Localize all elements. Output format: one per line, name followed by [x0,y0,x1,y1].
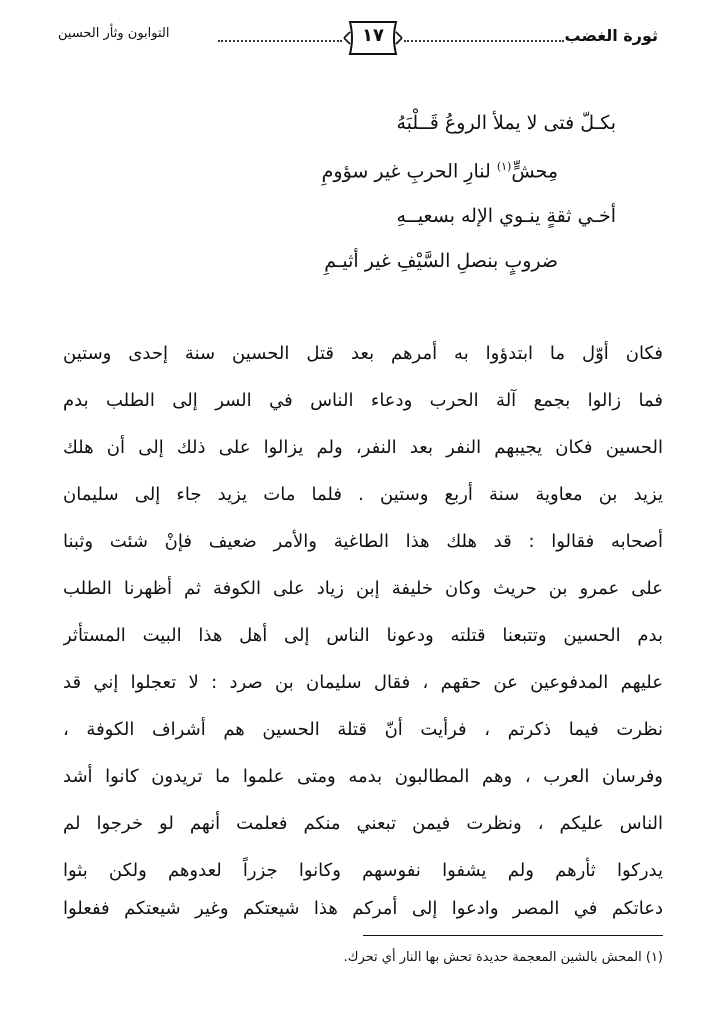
body-line: على عمرو بن حريث وكان خليفة إبن زياد على الكوفة ثم أظهرنا الطلب [63,578,663,599]
body-line: فما زالوا بجمع آلة الحرب ودعاء الناس في السر إلى الطلب بدم [63,390,663,411]
body-line: الحسين فكان يجيبهم النفر بعد النفر، ولم يزالوا على ذلك إلى أن هلك [63,437,663,458]
book-title: ثورة الغضب [564,26,658,45]
poem-verse-1: بكـلّ فتى لا يملأ الروعُ قَــلْبَهُ [396,112,616,134]
footnote-reference: (١) [496,160,512,173]
body-line: يزيد بن معاوية سنة أربع وستين . فلما مات يزيد جاء إلى سليمان [63,484,663,505]
body-line: بدم الحسين وتتبعنا قتلته ودعونا الناس إلى أهل هذا البيت المستأثر [63,625,663,646]
header-dotted-rule-right [404,40,564,42]
poem-verse-2 [322,160,558,182]
body-line: الناس عليكم ، ونظرت فيمن تبعني منكم فعلمت أنهم لو خرجوا لم [63,813,663,834]
footnote: (١) المحش بالشين المعجمة حديدة تحش بها النار أي تحرك. [343,950,663,965]
body-line: دعاتكم في المصر وادعوا إلى أمركم هذا شيعتكم وغير شيعتكم ففعلوا [63,898,663,919]
page-header [58,18,658,58]
page-number-badge [342,18,404,58]
body-line: يدركوا ثأرهم ولم يشفوا نفوسهم وكانوا جزراً لعدوهم ولكن بثوا [63,860,663,881]
body-line: وفرسان العرب ، وهم المطالبون بدمه ومتى علموا ما تريدون كانوا أشد [63,766,663,787]
poem-verse-4: ضروبٍ بنصلِ السَّيْفِ غير أثيـمِ [324,250,558,272]
body-line: نظرت فيما ذكرتم ، فرأيت أنّ قتلة الحسين هم أشراف الكوفة ، [63,719,663,740]
header-dotted-rule-left [218,40,342,42]
poem-verse-2-word: مِحشٍّ [511,160,558,183]
footnote-separator [363,935,663,936]
poem-verse-2-rest: لنارِ الحربِ غير سؤومِ [321,160,491,183]
chapter-title: التوابون وثأر الحسين [58,26,170,41]
body-line: أصحابه فقالوا : قد هلك هذا الطاغية والأمر ضعيف فإنْ شئت وثبنا [63,531,663,552]
poem-verse-3: أخـي ثقةٍ ينـوي الإله بسعيــهِ [396,205,616,227]
page-number: ١٧ [362,25,384,46]
body-line: فكان أوّل ما ابتدؤوا به أمرهم بعد قتل الحسين سنة إحدى وستين [63,343,663,364]
body-line: عليهم المدفوعين عن حقهم ، فقال سليمان بن صرد : لا تعجلوا إني قد [63,672,663,693]
